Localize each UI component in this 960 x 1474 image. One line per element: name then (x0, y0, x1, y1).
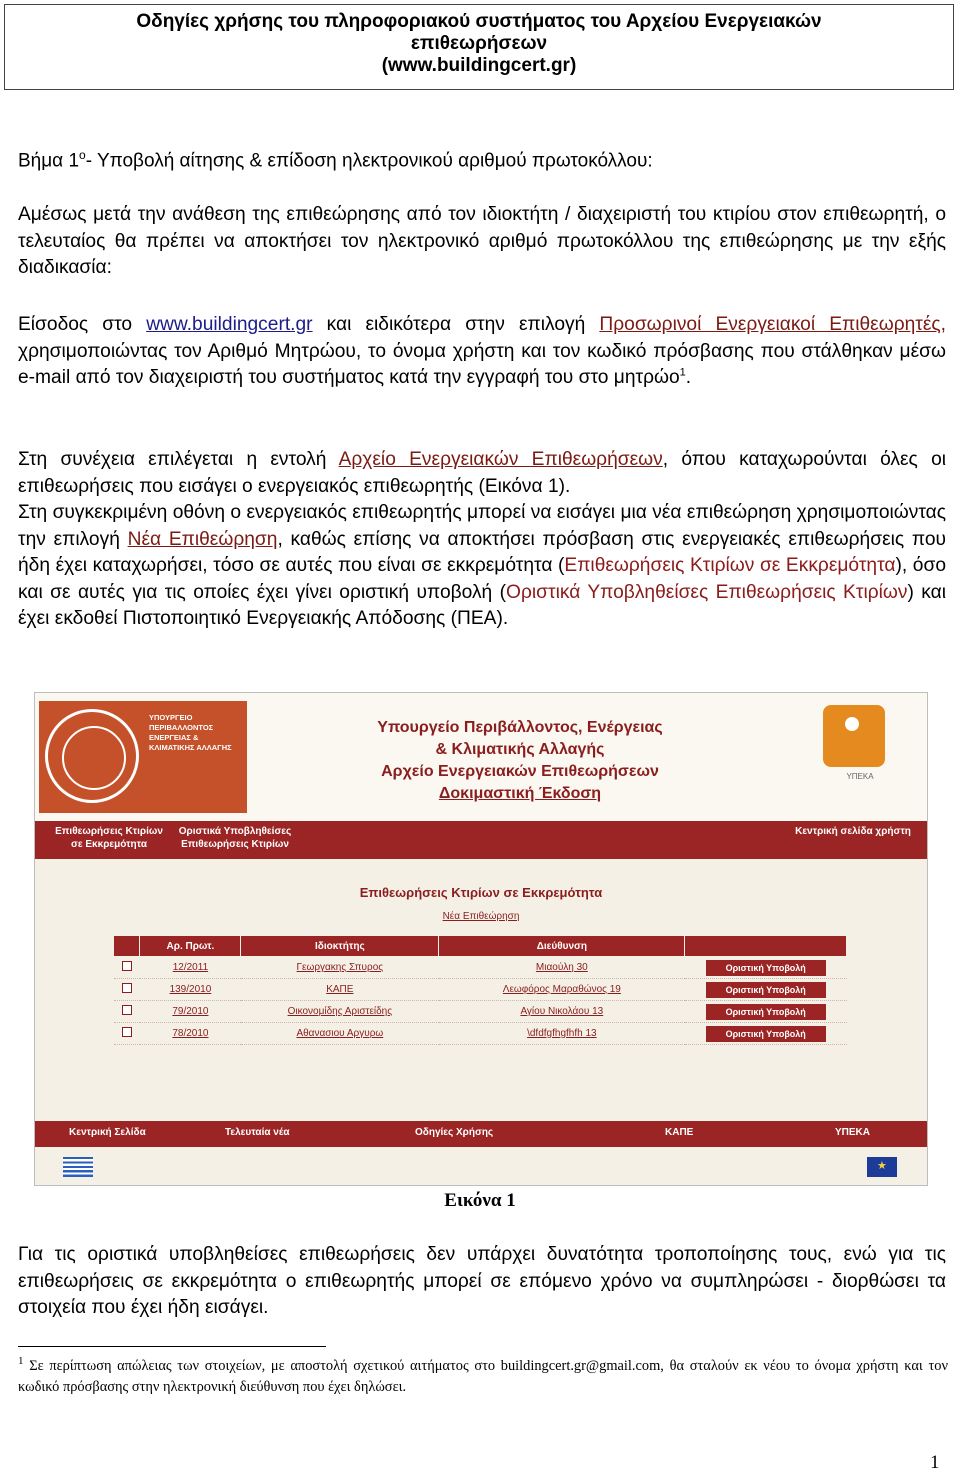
site-title-line4: Δοκιμαστική Έκδοση (438, 785, 602, 802)
footnote-ref: 1 (679, 366, 686, 379)
footer-link-home[interactable]: Κεντρική Σελίδα (69, 1127, 146, 1138)
header-url: (www.buildingcert.gr) (381, 55, 577, 76)
site-title-line3: Αρχείο Ενεργειακών Επιθεωρήσεων (381, 763, 659, 780)
row-owner[interactable]: Οικονομίδης Αριστείδης (241, 1001, 439, 1023)
text-span: Είσοδος στο (18, 314, 147, 335)
new-inspection-link[interactable]: Νέα Επιθεώρηση (127, 528, 278, 550)
footnote-divider (18, 1346, 326, 1347)
footer-link-kape[interactable]: ΚΑΠΕ (665, 1127, 694, 1138)
row-owner[interactable]: Γεωργακης Σπυρος (241, 957, 439, 979)
ypeka-logo-text: ΥΠΕΚΑ (846, 772, 874, 781)
text-span: ) και έχει εκδοθεί Πιστοποιητικό Ενεργειακής Απόδοσης (ΠΕΑ). (18, 581, 946, 629)
row-address[interactable]: \dfdfgfhgfhfh 13 (439, 1023, 685, 1045)
site-content (35, 859, 927, 1121)
site-title (255, 717, 785, 805)
row-owner[interactable]: Αθανασιου Αργυρω (241, 1023, 439, 1045)
greek-flag-icon (63, 1157, 93, 1177)
figure-caption: Εικόνα 1 (444, 1190, 516, 1211)
footnote-number: 1 (18, 1355, 24, 1368)
row-address[interactable]: Αγίου Νικολάου 13 (439, 1001, 685, 1023)
archive-link[interactable]: Αρχείο Ενεργειακών Επιθεωρήσεων (338, 449, 663, 470)
header-title-line1: Οδηγίες χρήσης του πληροφοριακού συστήματος του Αρχείου Ενεργειακών (136, 11, 822, 32)
final-submit-button[interactable]: Οριστική Υποβολή (706, 1026, 826, 1042)
table-header-owner: Ιδιοκτήτης (241, 936, 439, 957)
final-submit-button[interactable]: Οριστική Υποβολή (706, 982, 826, 998)
site-header (35, 693, 927, 821)
row-action-cell (685, 1001, 847, 1023)
site-title-line2: & Κλιματικής Αλλαγής (435, 741, 605, 758)
temporary-inspectors-link[interactable]: Προσωρινοί Ενεργειακοί Επιθεωρητές, (599, 314, 947, 335)
footnote-text: Σε περίπτωση απώλειας των στοιχείων, με αποστολή σχετικού αιτήματος στο buildingcert.gr@gmail.com, θα σταλούν εκ νέου το όνομα χρήστη και τον κωδικό πρόσβασης στην ηλεκτρονική διεύθυνση που έχει δηλώσει. (18, 1358, 948, 1395)
pending-inspections-ref: Επιθεωρήσεις Κτιρίων σε Εκκρεμότητα (564, 555, 896, 576)
table-header-row (114, 936, 847, 957)
table-header-select (114, 936, 140, 957)
buildingcert-link[interactable]: www.buildingcert.gr (146, 314, 313, 335)
header-title-line2: επιθεωρήσεων (410, 33, 548, 54)
step-heading-superscript: ο (79, 148, 86, 162)
text-span: χρησιμοποιώντας τον Αριθμό Μητρώου, το όνομα χρήστη και τον κωδικό πρόσβασης που στάλθηκαν μέσω e-mail από τον διαχειριστή του συστήματος κατά την εγγραφή του στο μητρώο (18, 340, 946, 388)
paragraph-intro: Αμέσως μετά την ανάθεση της επιθεώρησης από τον ιδιοκτήτη / διαχειριστή του κτιρίου στον επιθεωρητή, ο τελευταίος θα πρέπει να αποκτήσει τον ηλεκτρονικό αριθμό πρωτοκόλλου της επιθεώρησης με την εξής διαδικασία: (18, 204, 946, 278)
site-footer-nav (35, 1121, 927, 1147)
footer-link-news[interactable]: Τελευταία νέα (225, 1127, 290, 1138)
row-protocol[interactable]: 12/2011 (140, 957, 241, 979)
submitted-inspections-ref: Οριστικά Υποβληθείσες Επιθεωρήσεις Κτιρίων (506, 581, 908, 603)
paragraph-archive (18, 447, 946, 633)
row-owner[interactable]: ΚΑΠΕ (241, 979, 439, 1001)
figure-screenshot (34, 692, 928, 1186)
table-row (114, 979, 847, 1001)
ministry-emblem-icon (45, 709, 139, 803)
table-row (114, 957, 847, 979)
row-action-cell (685, 979, 847, 1001)
row-address[interactable]: Μιαούλη 30 (439, 957, 685, 979)
text-span: , όπου καταχωρούνται όλες οι επιθεωρήσεις που εισάγει ο ενεργειακός επιθεωρητής (Εικόνα 1). (18, 449, 946, 497)
text-span: ), όσο και σε αυτές για τις οποίες έχει γίνει οριστική υποβολή ( (18, 555, 946, 603)
table-header-address: Διεύθυνση (439, 936, 685, 957)
table-row (114, 1001, 847, 1023)
row-action-cell (685, 1023, 847, 1045)
text-span: . (685, 367, 692, 388)
document-header-box (4, 4, 954, 90)
step-heading-text: - Υποβολή αίτησης & επίδοση ηλεκτρονικού αριθμού πρωτοκόλλου: (85, 150, 653, 172)
step-heading (18, 148, 653, 172)
final-submit-button[interactable]: Οριστική Υποβολή (706, 960, 826, 976)
row-select-cell (114, 979, 140, 1001)
table-row (114, 1023, 847, 1045)
paragraph-login (18, 312, 946, 392)
footer-link-guide[interactable]: Οδηγίες Χρήσης (415, 1127, 494, 1138)
ypeka-logo (801, 705, 919, 813)
page-number: 1 (930, 1452, 940, 1473)
text-span: , καθώς επίσης να αποκτήσει πρόσβαση στις ενεργειακές επιθεωρήσεις που ήδη έχει καταχωρήσει, τόσο σε αυτές που είναι σε εκκρεμότητα ( (18, 528, 946, 576)
ministry-logo-text: ΥΠΟΥΡΓΕΙΟ ΠΕΡΙΒΑΛΛΟΝΤΟΣ ΕΝΕΡΓΕΙΑΣ & ΚΛΙΜΑΤΙΚΗΣ ΑΛΛΑΓΗΣ (149, 713, 232, 752)
text-span: Στη συνέχεια επιλέγεται η εντολή (18, 449, 339, 470)
ypeka-emblem-icon (823, 705, 885, 767)
row-checkbox[interactable] (122, 983, 132, 993)
site-title-line1: Υπουργείο Περιβάλλοντος, Ενέργειας (377, 719, 663, 736)
final-submit-button[interactable]: Οριστική Υποβολή (706, 1004, 826, 1020)
row-action-cell (685, 957, 847, 979)
footer-link-ypeka[interactable]: ΥΠΕΚΑ (835, 1127, 871, 1138)
row-protocol[interactable]: 79/2010 (140, 1001, 241, 1023)
row-protocol[interactable]: 139/2010 (140, 979, 241, 1001)
inspections-table (113, 935, 847, 1045)
ministry-logo (39, 701, 247, 813)
row-checkbox[interactable] (122, 961, 132, 971)
nav-submitted-inspections[interactable]: Οριστικά Υποβληθείσες Επιθεωρήσεις Κτιρίων (178, 826, 292, 850)
row-checkbox[interactable] (122, 1027, 132, 1037)
nav-user-home[interactable]: Κεντρική σελίδα χρήστη (795, 826, 911, 837)
row-select-cell (114, 1001, 140, 1023)
row-select-cell (114, 1023, 140, 1045)
row-select-cell (114, 957, 140, 979)
text-span: και ειδικότερα στην επιλογή (312, 314, 600, 335)
table-header-action (685, 936, 847, 957)
row-protocol[interactable]: 78/2010 (140, 1023, 241, 1045)
table-header-protocol: Αρ. Πρωτ. (140, 936, 241, 957)
paragraph-final: Για τις οριστικά υποβληθείσες επιθεωρήσεις δεν υπάρχει δυνατότητα τροποποίησης τους, ενώ για τις επιθεωρήσεις σε εκκρεμότητα ο επιθεωρητής μπορεί σε επόμενο χρόνο να συμπληρώσει - διορθώσει τα στοιχεία που έχει ήδη εισάγει. (18, 1244, 946, 1318)
row-checkbox[interactable] (122, 1005, 132, 1015)
site-navbar (35, 821, 927, 859)
list-title: Επιθεωρήσεις Κτιρίων σε Εκκρεμότητα (359, 885, 603, 900)
flags-row (35, 1147, 927, 1185)
row-address[interactable]: Λεωφόρος Μαραθώνος 19 (439, 979, 685, 1001)
new-inspection-button[interactable]: Νέα Επιθεώρηση (442, 911, 520, 922)
footnote (18, 1356, 948, 1398)
nav-pending-inspections[interactable]: Επιθεωρήσεις Κτιρίων σε Εκκρεμότητα (55, 826, 163, 850)
eu-flag-icon (867, 1157, 897, 1177)
text-span: Στη συγκεκριμένη οθόνη ο ενεργειακός επιθεωρητής μπορεί να εισάγει μια νέα επιθεώρηση χρησιμοποιώντας την επιλογή (18, 502, 946, 550)
step-heading-prefix: Βήμα 1 (18, 150, 80, 172)
